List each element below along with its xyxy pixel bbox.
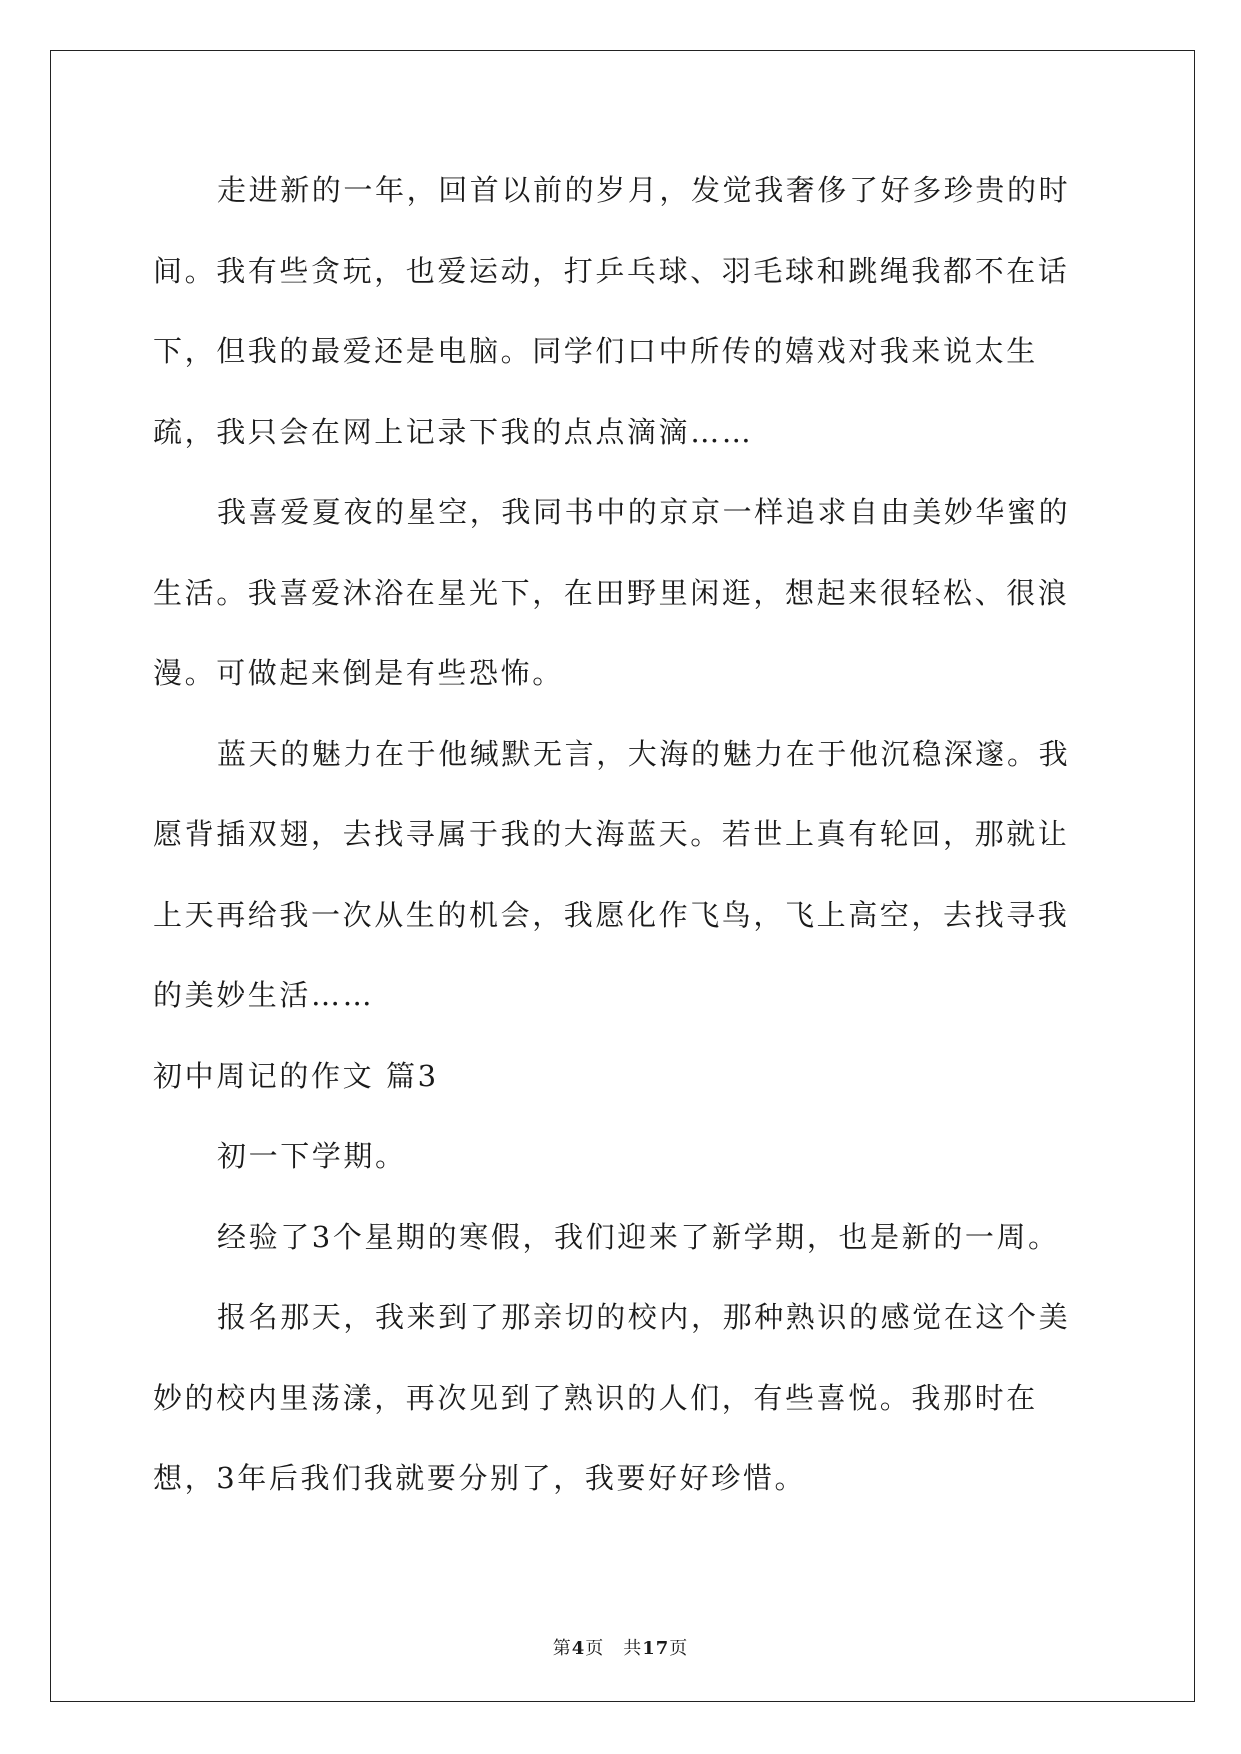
- paragraph: 走进新的一年，回首以前的岁月，发觉我奢侈了好多珍贵的时间。我有些贪玩，也爱运动，打乒乓球、羽毛球和跳绳我都不在话下，但我的最爱还是电脑。同学们口中所传的嬉戏对我来说太生疏，我只会在网上记录下我的点点滴滴……: [153, 173, 1071, 449]
- section-heading: 初中周记的作文 篇3: [153, 1058, 439, 1093]
- footer-mid: 页 共: [585, 1638, 643, 1659]
- footer-suffix: 页: [669, 1638, 689, 1659]
- paragraph: 报名那天，我来到了那亲切的校内，那种熟识的感觉在这个美妙的校内里荡漾，再次见到了熟识的人们，有些喜悦。我那时在想，3年后我们我就要分别了，我要好好珍惜。: [153, 1300, 1071, 1495]
- paragraph: 我喜爱夏夜的星空，我同书中的京京一样追求自由美妙华蜜的生活。我喜爱沐浴在星光下，在田野里闲逛，想起来很轻松、很浪漫。可做起来倒是有些恐怖。: [153, 495, 1071, 690]
- page-footer: [0, 1634, 1241, 1660]
- paragraph: 经验了3个星期的寒假，我们迎来了新学期，也是新的一周。: [217, 1219, 1060, 1254]
- footer-prefix: 第: [552, 1638, 572, 1659]
- paragraph: 蓝天的魅力在于他缄默无言，大海的魅力在于他沉稳深邃。我愿背插双翅，去找寻属于我的大海蓝天。若世上真有轮回，那就让上天再给我一次从生的机会，我愿化作飞鸟，飞上高空，去找寻我的美妙生活……: [153, 736, 1071, 1012]
- paragraph: 初一下学期。: [217, 1139, 407, 1173]
- current-page-number: 4: [571, 1638, 586, 1659]
- total-page-number: 17: [642, 1638, 670, 1659]
- document-body: [153, 150, 1093, 1519]
